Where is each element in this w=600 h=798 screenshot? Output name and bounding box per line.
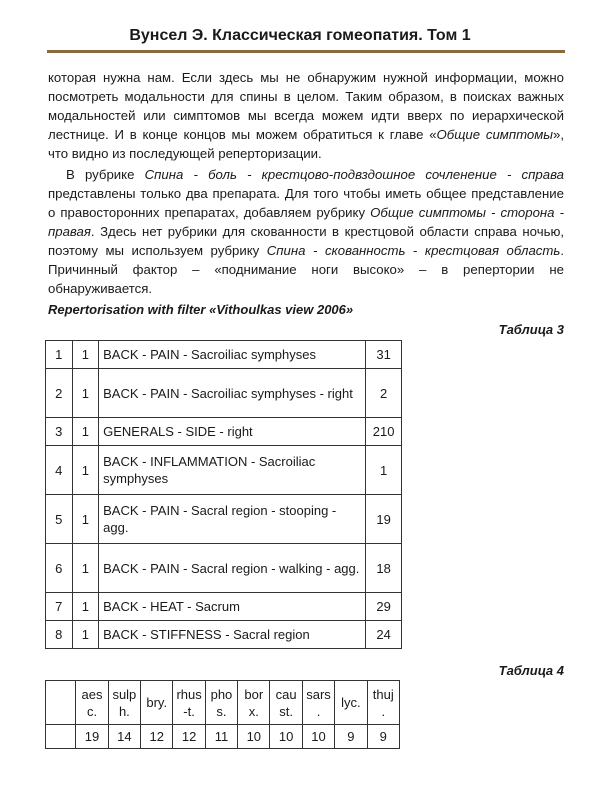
table-row — [46, 446, 402, 495]
remedy-name — [270, 681, 302, 725]
table-row — [46, 418, 402, 446]
table-row — [46, 495, 402, 544]
table-row — [46, 544, 402, 593]
remedy-count: 24 — [366, 621, 402, 649]
remedy-score-row — [46, 725, 400, 749]
remedy-name — [205, 681, 237, 725]
remedy-count: 29 — [366, 593, 402, 621]
row-weight: 1 — [72, 446, 99, 495]
table-4-caption: Таблица 4 — [498, 663, 564, 678]
remedy-count: 2 — [366, 369, 402, 418]
paragraph-2-b: представлены только два препарата. Для того чтобы иметь общее представление о правосторонних препаратах, добавляем рубрику — [48, 186, 564, 220]
remedy-name-line: . — [381, 703, 386, 719]
paragraph-2-italic-3: Спина - скованность - крестцовая область — [266, 243, 561, 258]
remedy-scores-table — [45, 680, 400, 749]
remedy-name-line: st. — [279, 703, 294, 719]
rubric-cell: BACK - PAIN - Sacroiliac symphyses — [99, 341, 366, 369]
remedy-name — [173, 681, 205, 725]
remedy-name — [302, 681, 334, 725]
remedy-name-line: rhus — [176, 686, 202, 702]
remedy-score: 10 — [270, 725, 302, 749]
remedy-score: 14 — [108, 725, 140, 749]
rubric-cell: BACK - PAIN - Sacroiliac symphyses - right — [99, 369, 366, 418]
remedy-name — [141, 681, 173, 725]
remedy-score: 11 — [205, 725, 237, 749]
rubric-cell: BACK - PAIN - Sacral region - walking - agg. — [99, 544, 366, 593]
remedy-name-line: bry. — [146, 695, 168, 710]
paragraph-2-c: . Здесь нет рубрики для скованности в крестцовой области справа ночью, поэтому мы используем рубрику — [48, 224, 564, 258]
header-rule — [47, 50, 565, 53]
remedy-name-line: cau — [275, 686, 297, 702]
remedy-name — [108, 681, 140, 725]
remedy-header-row — [46, 681, 400, 725]
rubric-cell: BACK - PAIN - Sacral region - stooping - agg. — [99, 495, 366, 544]
blank-cell — [46, 681, 76, 725]
row-weight: 1 — [72, 544, 99, 593]
row-weight: 1 — [72, 621, 99, 649]
remedy-score: 12 — [173, 725, 205, 749]
remedy-name-line: bor — [244, 686, 264, 702]
row-weight: 1 — [72, 369, 99, 418]
blank-cell — [46, 725, 76, 749]
remedy-name-line: c. — [86, 703, 98, 719]
row-weight: 1 — [72, 341, 99, 369]
remedy-score: 12 — [141, 725, 173, 749]
rubric-cell: GENERALS - SIDE - right — [99, 418, 366, 446]
remedy-score: 9 — [335, 725, 367, 749]
paragraph-1-italic: Общие симптомы — [436, 127, 553, 142]
body-text — [48, 68, 564, 298]
remedy-name — [238, 681, 270, 725]
table-row — [46, 621, 402, 649]
remedy-score: 9 — [367, 725, 399, 749]
row-number: 5 — [46, 495, 73, 544]
remedy-score: 19 — [76, 725, 108, 749]
remedy-name-line: sars — [306, 686, 331, 702]
row-number: 7 — [46, 593, 73, 621]
remedy-score: 10 — [302, 725, 334, 749]
remedy-name-line: lyc. — [341, 695, 361, 710]
table-row — [46, 341, 402, 369]
rubric-cell: BACK - HEAT - Sacrum — [99, 593, 366, 621]
row-weight: 1 — [72, 593, 99, 621]
remedy-name-line: thuj — [372, 686, 394, 702]
row-number: 3 — [46, 418, 73, 446]
row-number: 4 — [46, 446, 73, 495]
remedy-name-line: s. — [216, 703, 227, 719]
remedy-name-line: x. — [248, 703, 259, 719]
rubric-cell: BACK - INFLAMMATION - Sacroiliac symphyses — [99, 446, 366, 495]
table-3-caption: Таблица 3 — [498, 322, 564, 337]
paragraph-1 — [48, 68, 564, 163]
row-weight: 1 — [72, 495, 99, 544]
row-number: 6 — [46, 544, 73, 593]
remedy-count: 19 — [366, 495, 402, 544]
remedy-count: 18 — [366, 544, 402, 593]
remedy-name-line: sulp — [112, 686, 137, 702]
row-weight: 1 — [72, 418, 99, 446]
row-number: 2 — [46, 369, 73, 418]
row-number: 1 — [46, 341, 73, 369]
rubric-cell: BACK - STIFFNESS - Sacral region — [99, 621, 366, 649]
remedy-count: 210 — [366, 418, 402, 446]
remedy-count: 1 — [366, 446, 402, 495]
remedy-name — [335, 681, 367, 725]
paragraph-2-italic-1: Спина - боль - крестцово-подвздошное сочленение - справа — [144, 167, 564, 182]
remedy-name-line: h. — [118, 703, 130, 719]
remedy-score: 10 — [238, 725, 270, 749]
table-row — [46, 369, 402, 418]
repertorisation-table — [45, 340, 402, 649]
remedy-name-line: . — [316, 703, 321, 719]
remedy-name — [76, 681, 108, 725]
remedy-name-line: -t. — [183, 703, 195, 719]
paragraph-2-a: В рубрике — [66, 167, 145, 182]
filter-heading: Repertorisation with filter «Vithoulkas view 2006» — [48, 302, 354, 317]
paragraph-1-text: которая нужна нам. Если здесь мы не обнаружим нужной информации, можно посмотреть модальности для спины в целом. Таким образом, в поисках важных модальностей или симптомов мы всегда можем идти вверх по иерархической лестнице. И в конце концов мы можем обратиться к главе « — [48, 70, 564, 142]
row-number: 8 — [46, 621, 73, 649]
paragraph-2 — [48, 165, 564, 298]
paragraph-2-d: . Причинный фактор – «поднимание ноги высоко» – в репертории не обнаруживается. — [48, 243, 564, 296]
running-header: Вунсел Э. Классическая гомеопатия. Том 1 — [129, 27, 471, 44]
remedy-count: 31 — [366, 341, 402, 369]
paragraph-2-italic-2: Общие симптомы - сторона - правая — [48, 205, 564, 239]
paragraph-1-end: », что видно из последующей реперторизации. — [48, 127, 564, 161]
remedy-name-line: aes — [81, 686, 103, 702]
remedy-name — [367, 681, 399, 725]
remedy-name-line: pho — [210, 686, 233, 702]
table-row — [46, 593, 402, 621]
